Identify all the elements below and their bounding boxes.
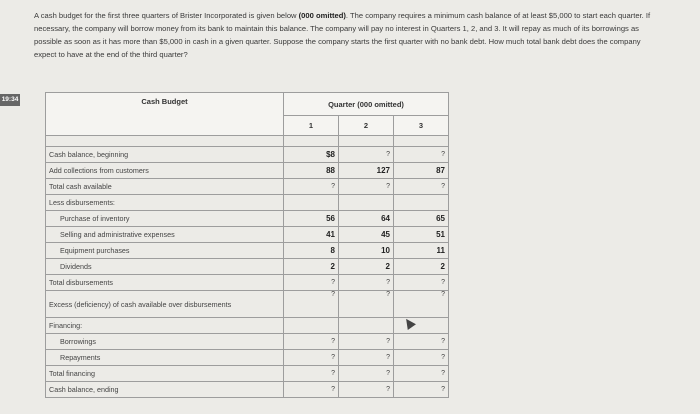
cell-q2[interactable]: ? — [339, 350, 394, 366]
cell-q3[interactable]: ? — [394, 334, 449, 350]
cell-q1 — [284, 318, 339, 334]
cell-q3[interactable]: ? — [394, 275, 449, 291]
row-label: Purchase of inventory — [46, 211, 284, 227]
cell-q2: 64 — [339, 211, 394, 227]
cell-q2[interactable]: ? — [339, 334, 394, 350]
quarter-group-header: Quarter (000 omitted) — [284, 93, 449, 116]
table-row — [46, 259, 449, 275]
cell-q1 — [284, 195, 339, 211]
timer-badge: 19:34 — [0, 94, 20, 106]
cell-q3: 87 — [394, 163, 449, 179]
cell-q1[interactable]: ? — [284, 334, 339, 350]
row-label: Excess (deficiency) of cash available over disbursements — [46, 291, 284, 318]
table-row — [46, 334, 449, 350]
row-label: Cash balance, beginning — [46, 147, 284, 163]
cell-q3: 2 — [394, 259, 449, 275]
quarter-header-1: 1 — [284, 116, 339, 136]
row-label: Equipment purchases — [46, 243, 284, 259]
table-row — [46, 227, 449, 243]
cell-q3: 51 — [394, 227, 449, 243]
cell-q2: 2 — [339, 259, 394, 275]
cell-q3: 65 — [394, 211, 449, 227]
cash-budget-table — [45, 92, 449, 398]
row-label: Selling and administrative expenses — [46, 227, 284, 243]
cell-q3[interactable]: ? — [394, 350, 449, 366]
cell-q3[interactable]: ? — [394, 382, 449, 398]
cell-q1: 41 — [284, 227, 339, 243]
row-label: Borrowings — [46, 334, 284, 350]
row-label: Add collections from customers — [46, 163, 284, 179]
cell-q1[interactable]: ? — [284, 382, 339, 398]
cell-q2 — [339, 195, 394, 211]
table-row — [46, 211, 449, 227]
question-text-part2: . The company requires a minimum cash balance of at least $5,000 to start each quarter. If necessary, the company will borrow money from its bank to maintain this balance. The company will pay no interest in Quarters 1, 2, and 3. It will repay as much of its borrowings as possible as soon as it has more than $5,000 in cash in a given quarter. Suppose the company starts the first quarter with no bank debt. How much total bank debt does the company expect to have at the end of the third quarter? — [34, 11, 651, 59]
question-text-part1: A cash budget for the first three quarters of Brister Incorporated is given below — [34, 11, 299, 20]
cell-q1[interactable]: ? — [284, 291, 339, 318]
cell-q1: 56 — [284, 211, 339, 227]
cell-q1[interactable]: $8 — [284, 147, 339, 163]
table-row — [46, 147, 449, 163]
question-text — [34, 9, 654, 61]
table-row — [46, 318, 449, 334]
spacer-row — [46, 136, 449, 147]
row-label: Less disbursements: — [46, 195, 284, 211]
row-label: Total financing — [46, 366, 284, 382]
table-row — [46, 243, 449, 259]
cell-q1[interactable]: ? — [284, 366, 339, 382]
cell-q1[interactable]: ? — [284, 350, 339, 366]
cell-q2[interactable]: ? — [339, 382, 394, 398]
cell-q3[interactable]: ? — [394, 147, 449, 163]
table-row — [46, 179, 449, 195]
row-label: Cash balance, ending — [46, 382, 284, 398]
row-label: Dividends — [46, 259, 284, 275]
cell-q2[interactable]: ? — [339, 275, 394, 291]
question-text-bold: (000 omitted) — [298, 11, 346, 20]
cell-q1: 88 — [284, 163, 339, 179]
cell-q2[interactable]: ? — [339, 179, 394, 195]
cell-q2: 10 — [339, 243, 394, 259]
cell-q3[interactable]: ? — [394, 366, 449, 382]
cell-q1: 8 — [284, 243, 339, 259]
quarter-header-3: 3 — [394, 116, 449, 136]
cell-q1: 2 — [284, 259, 339, 275]
row-label: Financing: — [46, 318, 284, 334]
table-row — [46, 163, 449, 179]
cell-q3[interactable]: ? — [394, 291, 449, 318]
cell-q2[interactable]: ? — [339, 366, 394, 382]
cell-q2 — [339, 318, 394, 334]
cell-q2[interactable]: ? — [339, 147, 394, 163]
cell-q2[interactable]: ? — [339, 291, 394, 318]
cell-q1[interactable]: ? — [284, 275, 339, 291]
cell-q3 — [394, 195, 449, 211]
cell-q1[interactable]: ? — [284, 179, 339, 195]
table-row — [46, 382, 449, 398]
cell-q2: 127 — [339, 163, 394, 179]
table-row — [46, 195, 449, 211]
cell-q2: 45 — [339, 227, 394, 243]
quarter-header-2: 2 — [339, 116, 394, 136]
cell-q3: 11 — [394, 243, 449, 259]
cell-q3[interactable]: ? — [394, 179, 449, 195]
cell-q3 — [394, 318, 449, 334]
row-label: Total cash available — [46, 179, 284, 195]
table-title: Cash Budget — [46, 93, 284, 136]
table-row — [46, 350, 449, 366]
table-row — [46, 275, 449, 291]
row-label: Repayments — [46, 350, 284, 366]
row-label: Total disbursements — [46, 275, 284, 291]
table-row — [46, 366, 449, 382]
table-row — [46, 291, 449, 318]
